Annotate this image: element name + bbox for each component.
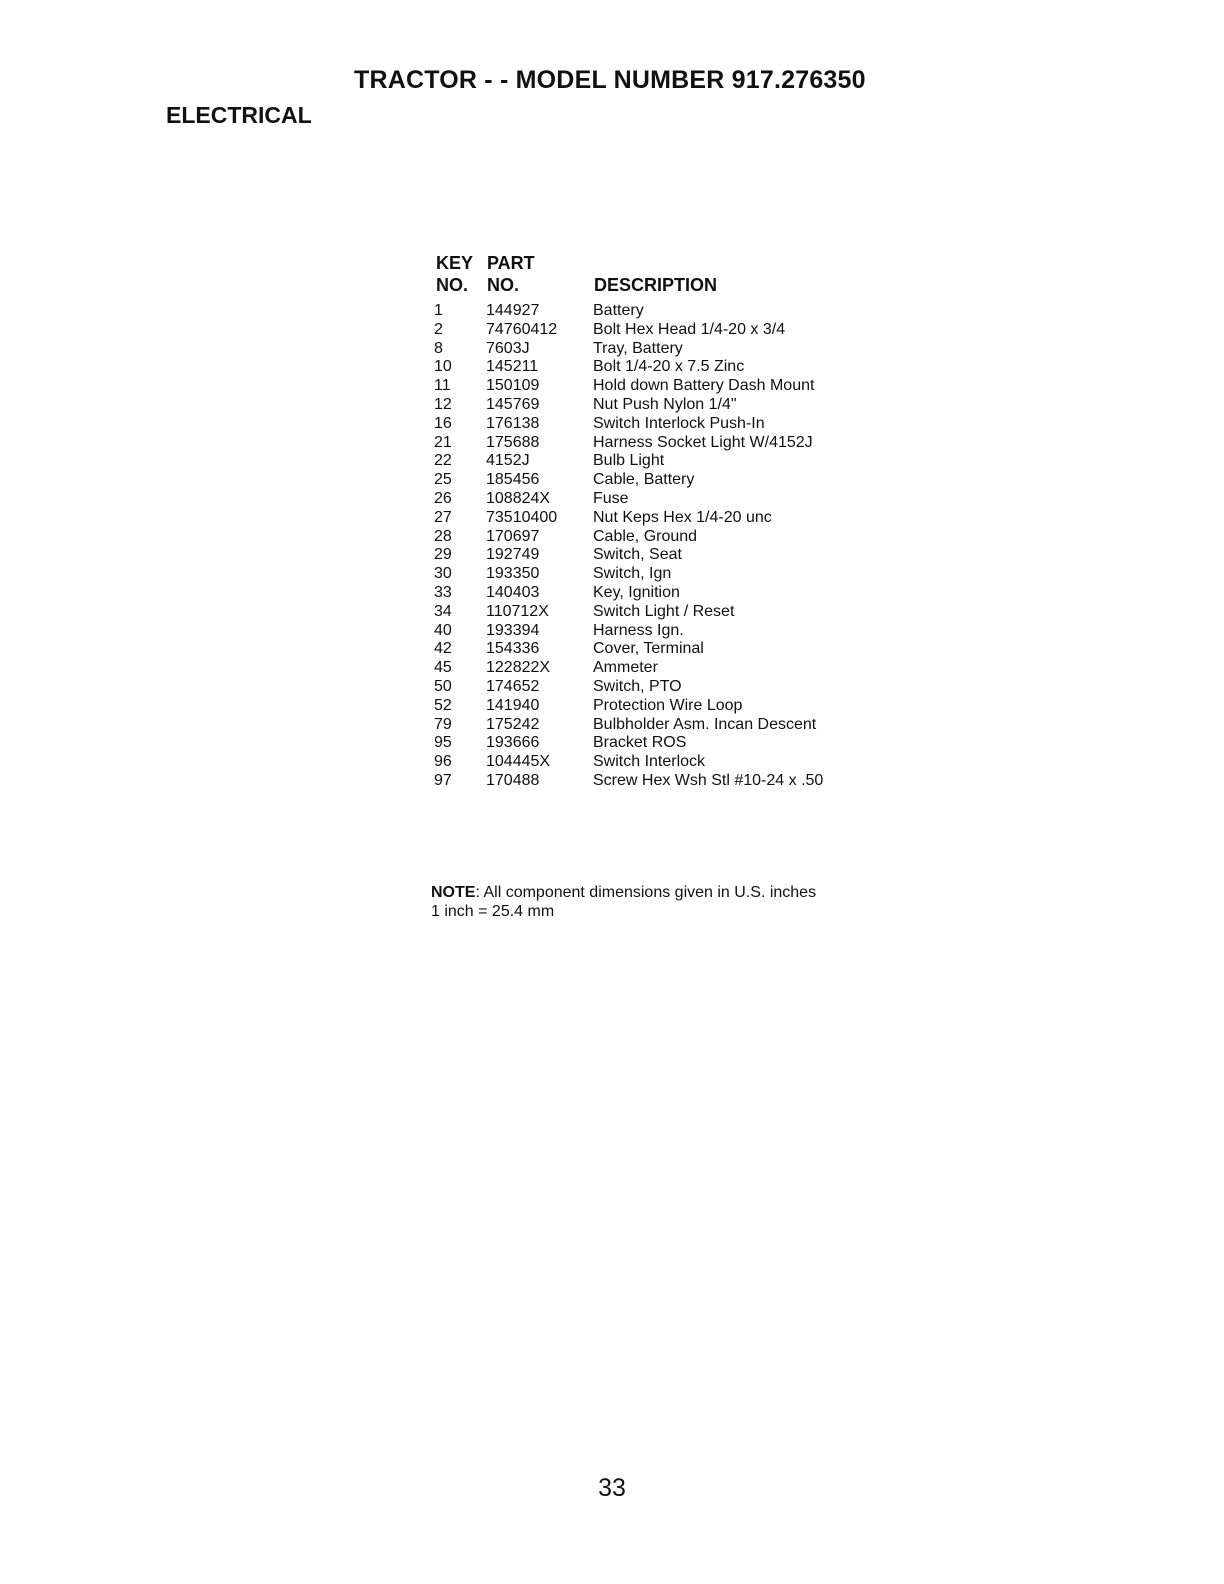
table-row: [434, 546, 874, 565]
page-title: TRACTOR - - MODEL NUMBER 917.276350: [354, 66, 866, 94]
header-description: DESCRIPTION: [594, 275, 718, 295]
table-row: [434, 716, 874, 735]
key-no-cell: 45: [434, 659, 452, 677]
key-no-cell: 28: [434, 527, 452, 545]
description-cell: Hold down Battery Dash Mount: [593, 377, 815, 395]
part-no-cell: 108824X: [486, 489, 551, 507]
part-no-cell: 141940: [486, 696, 540, 714]
description-cell: Switch Interlock Push-In: [593, 414, 765, 432]
table-row: [434, 396, 874, 415]
table-row: [434, 678, 874, 697]
note-text: : All component dimensions given in U.S. inches: [475, 884, 817, 901]
key-no-cell: 42: [434, 640, 452, 658]
part-no-cell: 145211: [486, 358, 539, 376]
part-no-cell: 110712X: [486, 602, 549, 620]
key-no-cell: 11: [434, 377, 451, 395]
header-key-line1: KEY: [436, 253, 474, 273]
description-cell: Bolt 1/4-20 x 7.5 Zinc: [593, 358, 745, 376]
key-no-cell: 2: [434, 320, 443, 338]
table-row: [434, 471, 874, 490]
description-cell: Tray, Battery: [593, 339, 683, 357]
key-no-cell: 10: [434, 358, 452, 376]
table-row: [434, 509, 874, 528]
part-no-cell: 144927: [486, 302, 540, 319]
key-no-cell: 27: [434, 508, 452, 526]
part-no-cell: 193350: [486, 565, 540, 583]
description-cell: Switch Interlock: [593, 753, 706, 771]
table-row: [434, 565, 874, 584]
key-no-cell: 40: [434, 621, 452, 639]
description-cell: Ammeter: [593, 659, 658, 677]
table-row: [434, 340, 874, 359]
table-row: [434, 452, 874, 471]
description-cell: Switch, PTO: [593, 677, 682, 695]
description-cell: Switch, Seat: [593, 546, 682, 564]
header-part-line1: PART: [487, 253, 535, 273]
part-no-cell: 193666: [486, 734, 540, 752]
description-cell: Harness Ign.: [593, 621, 684, 639]
part-no-cell: 145769: [486, 395, 540, 413]
key-no-cell: 29: [434, 546, 452, 564]
description-cell: Switch, Ign: [593, 565, 672, 583]
description-cell: Fuse: [593, 489, 629, 507]
table-row: [434, 528, 874, 547]
note: [431, 883, 816, 921]
part-no-cell: 104445X: [486, 753, 551, 771]
part-no-cell: 154336: [486, 640, 540, 658]
description-cell: Switch Light / Reset: [593, 602, 735, 620]
key-no-cell: 25: [434, 471, 452, 489]
description-cell: Bolt Hex Head 1/4-20 x 3/4: [593, 320, 786, 338]
description-cell: Cable, Battery: [593, 471, 695, 489]
part-no-cell: 7603J: [486, 339, 530, 357]
description-cell: Bracket ROS: [593, 734, 687, 752]
part-no-cell: 175242: [486, 715, 540, 733]
table-row: [434, 377, 874, 396]
table-row: [434, 490, 874, 509]
key-no-cell: 33: [434, 583, 452, 601]
header-key-line2: NO.: [436, 275, 469, 295]
table-row: [434, 603, 874, 622]
note-label: NOTE: [431, 884, 476, 901]
part-no-cell: 170697: [486, 527, 540, 545]
table-row: [434, 697, 874, 716]
description-cell: Key, Ignition: [593, 583, 680, 601]
part-no-cell: 174652: [486, 677, 540, 695]
part-no-cell: 73510400: [486, 508, 558, 526]
table-row: [434, 434, 874, 453]
part-no-cell: 175688: [486, 433, 540, 451]
key-no-cell: 50: [434, 677, 452, 695]
key-no-cell: 22: [434, 452, 452, 470]
table-row: [434, 753, 874, 772]
table-row: [434, 358, 874, 377]
part-no-cell: 192749: [486, 546, 540, 564]
table-row: [434, 659, 874, 678]
key-no-cell: 21: [434, 433, 452, 451]
key-no-cell: 95: [434, 734, 452, 752]
description-cell: Screw Hex Wsh Stl #10-24 x .50: [593, 771, 824, 789]
part-no-cell: 170488: [486, 771, 540, 789]
part-no-cell: 140403: [486, 583, 540, 601]
key-no-cell: 79: [434, 715, 452, 733]
header-part-line2: NO.: [487, 275, 520, 295]
description-cell: Battery: [593, 302, 644, 319]
part-no-cell: 185456: [486, 471, 540, 489]
table-row: [434, 415, 874, 434]
key-no-cell: 52: [434, 696, 452, 714]
key-no-cell: 30: [434, 565, 452, 583]
table-row: [434, 734, 874, 753]
description-cell: Protection Wire Loop: [593, 696, 743, 714]
description-cell: Nut Push Nylon 1/4": [593, 395, 737, 413]
table-row: [434, 772, 874, 791]
description-cell: Harness Socket Light W/4152J: [593, 433, 813, 451]
key-no-cell: 16: [434, 414, 452, 432]
section-heading: ELECTRICAL: [166, 102, 312, 128]
key-no-cell: 12: [434, 395, 452, 413]
table-row: [434, 584, 874, 603]
description-cell: Bulb Light: [593, 452, 665, 470]
table-row: [434, 302, 874, 321]
table-row: [434, 640, 874, 659]
table-row: [434, 321, 874, 340]
part-no-cell: 74760412: [486, 320, 558, 338]
page-number: 33: [598, 1474, 626, 1502]
note-conversion: 1 inch = 25.4 mm: [431, 903, 555, 920]
parts-list: [434, 302, 874, 791]
description-cell: Nut Keps Hex 1/4-20 unc: [593, 508, 772, 526]
part-no-cell: 150109: [486, 377, 540, 395]
key-no-cell: 34: [434, 602, 452, 620]
key-no-cell: 1: [434, 302, 443, 319]
part-no-cell: 176138: [486, 414, 540, 432]
description-cell: Cover, Terminal: [593, 640, 704, 658]
key-no-cell: 96: [434, 753, 452, 771]
part-no-cell: 193394: [486, 621, 540, 639]
key-no-cell: 97: [434, 771, 452, 789]
table-row: [434, 622, 874, 641]
description-cell: Bulbholder Asm. Incan Descent: [593, 715, 817, 733]
part-no-cell: 4152J: [486, 452, 530, 470]
description-cell: Cable, Ground: [593, 527, 698, 545]
key-no-cell: 26: [434, 489, 452, 507]
key-no-cell: 8: [434, 339, 443, 357]
part-no-cell: 122822X: [486, 659, 551, 677]
